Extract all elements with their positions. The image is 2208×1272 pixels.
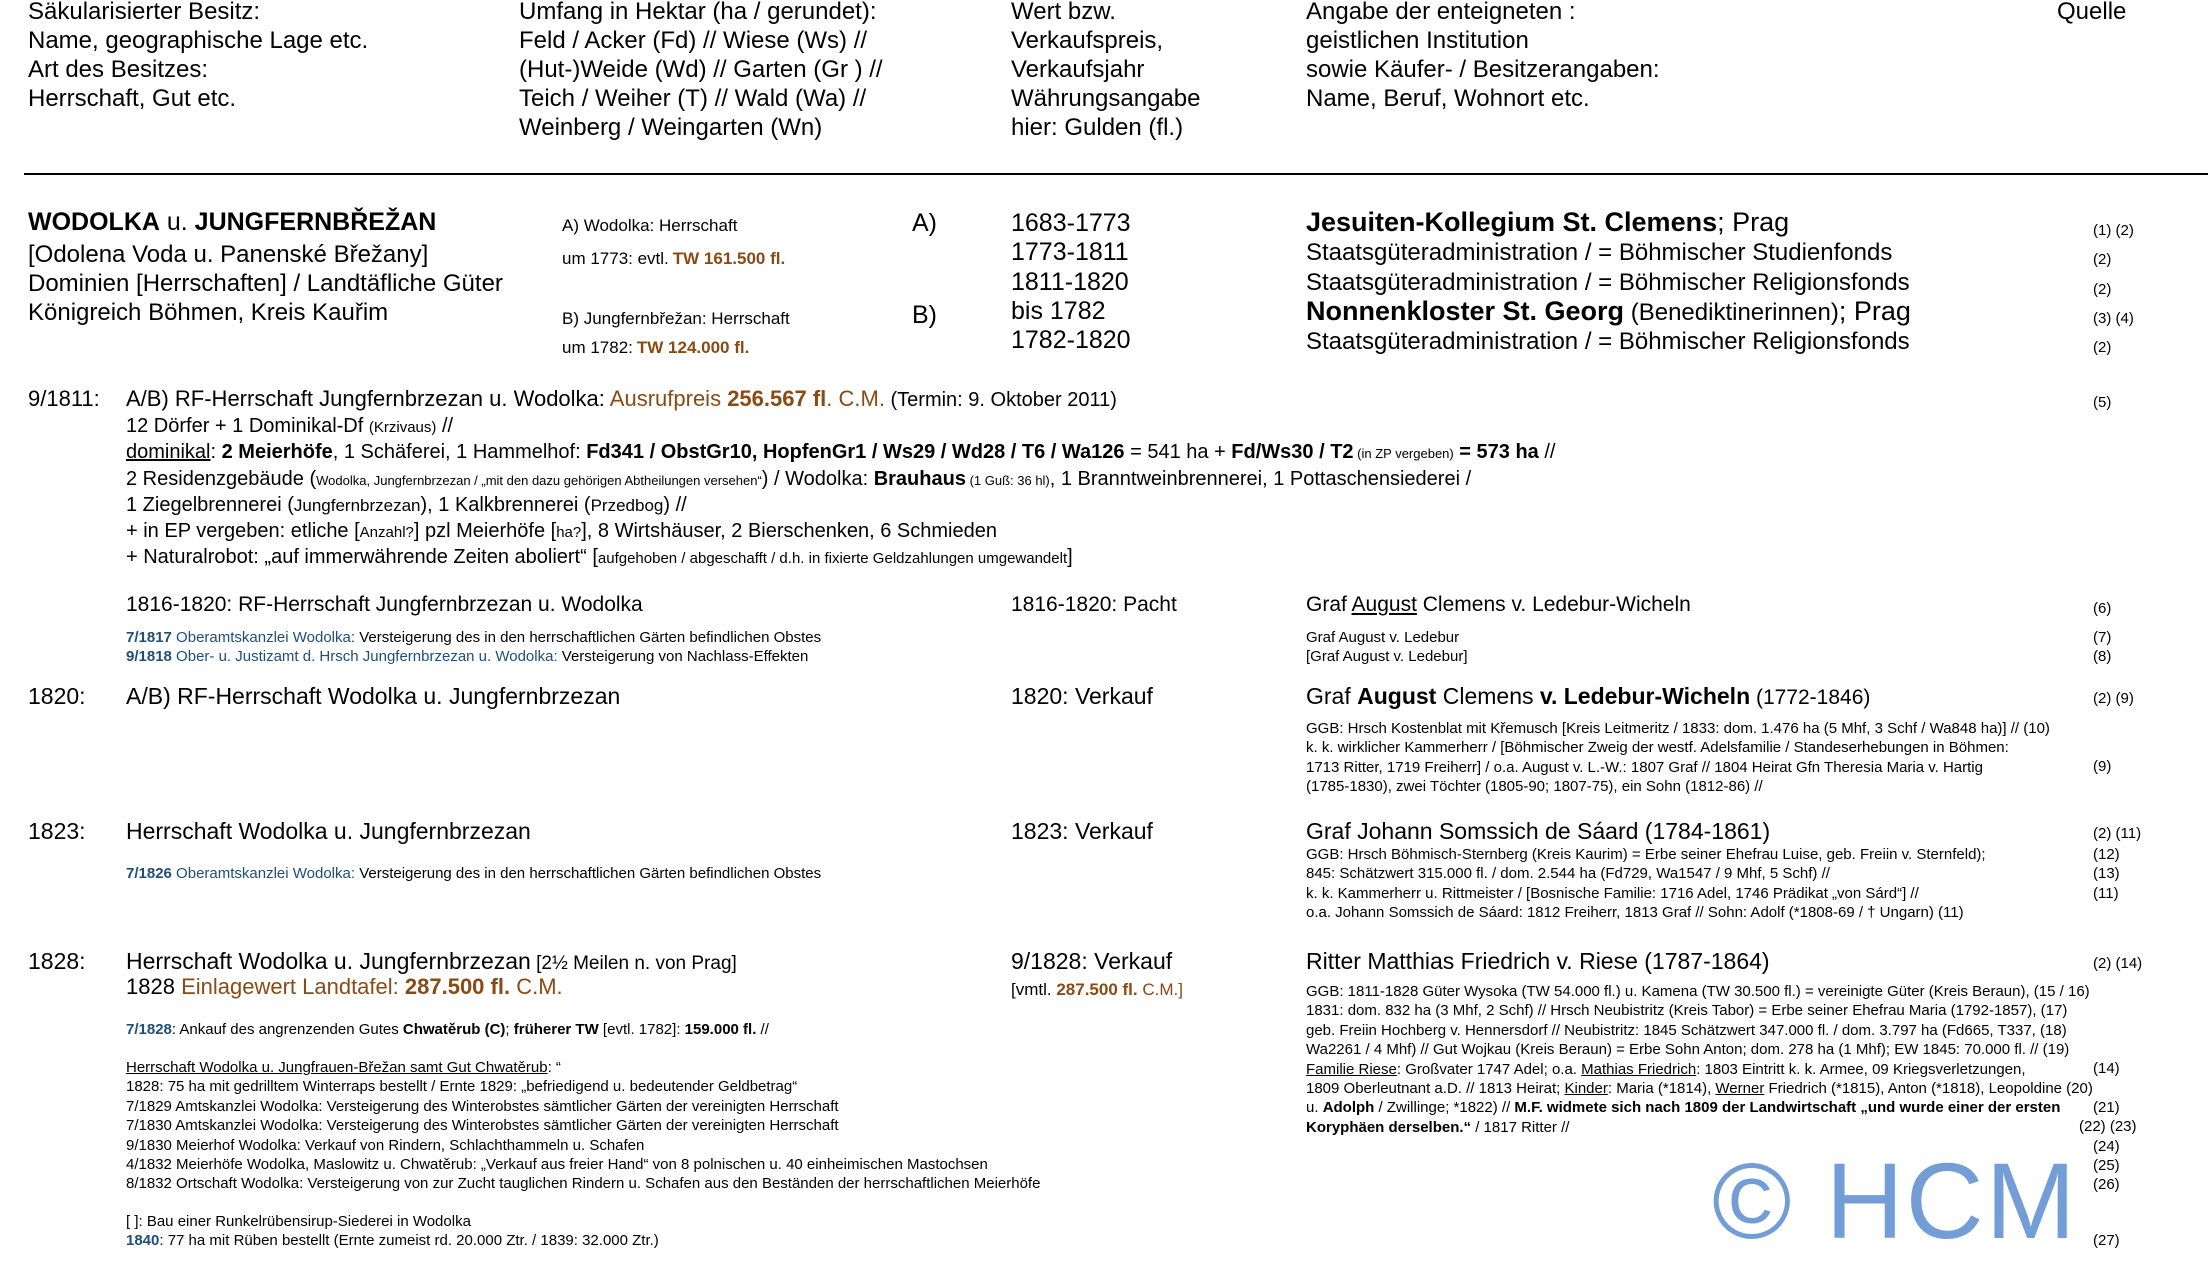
- s1823-value: 1823: Verkauf: [1011, 818, 1153, 844]
- s1820-note-ref: (9): [2093, 758, 2112, 775]
- a-value: TW 161.500 fl.: [672, 249, 786, 268]
- source-ref: (25): [2093, 1157, 2120, 1175]
- sub-item: 9/1830 Meierhof Wodolka: Verkauf von Rindern, Schlachthammeln u. Schafen: [126, 1136, 645, 1154]
- lt-value: 287.500 fl.: [404, 974, 511, 999]
- s1828-owner: Ritter Matthias Friedrich v. Riese (1787-1864): [1306, 948, 1770, 974]
- detail-note: Jungfernbrzezan: [293, 496, 421, 516]
- header-col-source: Quelle: [2057, 0, 2127, 25]
- owner-firstname: August: [1357, 683, 1437, 709]
- entry-owners: [1306, 208, 1911, 356]
- note-line: [1306, 1060, 2093, 1079]
- note-text: früherer TW: [513, 1021, 599, 1038]
- detail-text: = 541 ha +: [1124, 441, 1232, 464]
- note-term: Werner: [1715, 1080, 1765, 1098]
- note-line: Wa2261 / 4 Mhf) // Gut Wojkau (Kreis Beraun) = Erbe Sohn Anton; dom. 278 ha (1 Mhf); EW 1845: 70.000 fl. // (19): [1306, 1041, 2070, 1059]
- detail-text: 2 Meierhöfe: [221, 441, 333, 464]
- header-col-institution: [1306, 0, 1660, 113]
- source-ref: (21): [2093, 1098, 2120, 1116]
- owner-line: Staatsgüteradministration / = Böhmischer Religionsfonds: [1306, 328, 1910, 356]
- header-line: Verkaufspreis,: [1011, 27, 1164, 54]
- detail-text: 1 Ziegelbrennerei (: [126, 494, 294, 517]
- owner-firstname: August: [1351, 593, 1417, 616]
- note-line: (1785-1830), zwei Töchter (1805-90; 1807-75), ein Sohn (1812-86) //: [1306, 778, 1763, 796]
- s1816-note-1: [126, 628, 821, 647]
- note-line: GGB: 1811-1828 Güter Wysoka (TW 54.000 fl.) u. Kamena (TW 30.500 fl.) = vereinigte Güter (Kreis Beraun), (15 / 16): [1306, 983, 2090, 1000]
- price-label: Ausrufpreis: [609, 386, 728, 411]
- detail-robot: [126, 545, 1555, 571]
- s1823-owner: Graf Johann Somssich de Sáard (1784-1861): [1306, 818, 1771, 844]
- source-ref: (22) (23): [2079, 1118, 2137, 1136]
- entry-a-label: A) Wodolka: Herrschaft: [562, 216, 738, 235]
- note-text: : 1803 Eintritt k. k. Armee, 09 Kriegsverletzungen,: [1696, 1060, 2026, 1078]
- s1820-value: 1820: Verkauf: [1011, 683, 1153, 709]
- detail-note: Anzahl?: [359, 523, 414, 541]
- s1820-title: A/B) RF-Herrschaft Wodolka u. Jungfernbrzezan: [126, 683, 621, 709]
- owner-line: Staatsgüteradministration / = Böhmischer Religionsfonds: [1306, 268, 1910, 296]
- s1816-note-2-ref: (8): [2093, 648, 2112, 665]
- source-ref: (24): [2093, 1137, 2120, 1155]
- entry-a-value: [562, 248, 785, 269]
- note-text: : 77 ha mit Rüben bestellt (Ernte zumeist rd. 20.000 Ztr. / 1839: 32.000 Ztr.): [159, 1232, 659, 1249]
- note-text: Versteigerung des in den herrschaftlichen Gärten befindlichen Obstes: [355, 865, 822, 882]
- s1816-title: 1816-1820: RF-Herrschaft Jungfernbrzezan u. Wodolka: [126, 593, 643, 616]
- owner-place: ; Prag: [1838, 295, 1911, 326]
- entry-b-value: [562, 337, 749, 358]
- year-range: 1683-1773: [1011, 209, 1131, 237]
- detail-text: + Naturalrobot: „auf immerwährende Zeiten aboliert“ [: [126, 546, 598, 569]
- detail-text: //: [1538, 441, 1556, 464]
- year-range: 1782-1820: [1011, 326, 1131, 355]
- owner-place: ; Prag: [1717, 207, 1790, 237]
- s1828-year: 1828:: [28, 948, 86, 974]
- entry-line: Königreich Böhmen, Kreis Kauřim: [28, 299, 389, 326]
- owner-line: Staatsgüteradministration / = Böhmischer Studienfonds: [1306, 239, 1893, 267]
- s1816-note-2-owner: [Graf August v. Ledebur]: [1306, 648, 1468, 665]
- s1828-value2: [1011, 979, 1183, 1000]
- detail-note: aufgehoben / abgeschafft / d.h. in fixierte Geldzahlungen umgewandelt: [597, 550, 1068, 568]
- entry-line: [Odolena Voda u. Panenské Břežany]: [28, 241, 429, 268]
- source-ref: (2): [2093, 251, 2112, 269]
- s1828-value: 9/1828: Verkauf: [1011, 948, 1173, 974]
- s1828-1840: [126, 1231, 659, 1250]
- header-col-area: [519, 0, 883, 142]
- owner-text: Graf: [1306, 683, 1358, 709]
- s1811-ref: (5): [2093, 394, 2112, 411]
- owner-order: (Benediktinerinnen): [1624, 298, 1839, 326]
- note-text: Friedrich (*1815), Anton (*1818), Leopoldine (20): [1764, 1080, 2093, 1098]
- note-text: / 1817 Ritter //: [1471, 1118, 1570, 1136]
- entry-line: Dominien [Herrschaften] / Landtäfliche Güter: [28, 270, 503, 297]
- detail-note: (Krzivaus): [368, 419, 437, 436]
- source-ref: (12): [2093, 846, 2120, 863]
- s1820-ref: (2) (9): [2093, 690, 2134, 707]
- s1816-ref: (6): [2093, 600, 2112, 617]
- detail-text: 2 Residenzgebäude (: [126, 467, 317, 490]
- detail-text: 12 Dörfer + 1 Dominikal-Df: [126, 415, 369, 437]
- entry-years: [1011, 209, 1131, 355]
- owner-jesuits: Jesuiten-Kollegium St. Clemens: [1306, 207, 1718, 237]
- s1811-year: 9/1811:: [28, 386, 100, 411]
- note-text: Versteigerung von Nachlass-Effekten: [557, 648, 809, 665]
- header-line: Name, Beruf, Wohnort etc.: [1306, 85, 1590, 112]
- sub-item: 8/1832 Ortschaft Wodolka: Versteigerung von zur Zucht tauglichen Rindern u. Schafen aus den Beständen der herrschaftlichen Meierhöfe: [126, 1175, 1041, 1193]
- s1828-landtafel: [126, 974, 563, 1000]
- note-date: 7/1828: [126, 1021, 172, 1038]
- note-quote: Koryphäen derselben.“: [1306, 1118, 1472, 1136]
- note-term: Mathias Friedrich: [1581, 1060, 1697, 1078]
- note-line: k. k. wirklicher Kammerherr / [Böhmischer Zweig der westf. Adelsfamilie / Standeserhebungen in Böhmen:: [1306, 739, 2009, 757]
- header-line: geistlichen Institution: [1306, 27, 1529, 54]
- detail-text: ], 8 Wirtshäuser, 2 Bierschenken, 6 Schmieden: [581, 519, 997, 542]
- sub-item: 1828: 75 ha mit gedrilltem Winterraps bestellt / Ernte 1829: „befriedigend u. bedeutender Geldbetrag“: [126, 1078, 798, 1096]
- note-estate: Chwatěrub: [402, 1021, 481, 1038]
- year-range: 1773-1811: [1011, 238, 1129, 267]
- s1823-note-refs: [2093, 845, 2120, 903]
- detail-buildings: [126, 467, 1555, 493]
- s1823-notes: [1306, 845, 1986, 923]
- source-ref: (26): [2093, 1176, 2120, 1194]
- detail-ep: [126, 519, 1555, 545]
- entry-subtitles: [28, 240, 503, 327]
- detail-text: ]: [1067, 546, 1073, 569]
- detail-term: dominikal: [126, 441, 211, 464]
- detail-text: ] pzl Meierhöfe [: [413, 519, 557, 542]
- year-range: bis 1782: [1011, 296, 1106, 325]
- header-line: Wert bzw.: [1011, 0, 1116, 25]
- s1823-year: 1823:: [28, 818, 86, 844]
- entry-refs: [2093, 216, 2134, 362]
- detail-text: + in EP vergeben: etliche [: [126, 519, 360, 542]
- detail-area: Fd341 / ObstGr10, HopfenGr1 / Ws29 / Wd28 / T6 / Wa126: [586, 441, 1125, 464]
- detail-note: (1 Guß: 36 hl): [965, 472, 1050, 488]
- price-currency: . C.M.: [826, 386, 885, 411]
- sub-tail: : “: [547, 1059, 561, 1076]
- note-text: (C): [480, 1021, 506, 1038]
- owner-dates: (1772-1846): [1750, 686, 1871, 709]
- s1820-year: 1820:: [28, 683, 86, 709]
- detail-note: (in ZP vergeben): [1353, 446, 1454, 462]
- owner-line: [1306, 297, 1911, 327]
- note-text: u.: [1306, 1099, 1323, 1117]
- detail-note: Wodolka, Jungfernbrzezan / „mit den dazu gehörigen Abtheilungen versehen“: [316, 472, 762, 488]
- source-ref: (11): [2093, 884, 2119, 902]
- note-value: 159.000 fl.: [684, 1021, 757, 1038]
- note-place: Oberamtskanzlei Wodolka:: [171, 629, 356, 646]
- source-ref: [2093, 1078, 2137, 1097]
- s1823-title: Herrschaft Wodolka u. Jungfernbrzezan: [126, 818, 531, 844]
- detail-dominical: [126, 440, 1555, 466]
- mark-b: B): [912, 301, 937, 329]
- note-text: : Ankauf des angrenzenden Gutes: [171, 1021, 403, 1038]
- s1820-notes: [1306, 719, 2050, 797]
- entry-b-label: B) Jungfernbřežan: Herrschaft: [562, 309, 790, 328]
- source-ref: (2): [2093, 280, 2112, 298]
- note-line: o.a. Johann Somssich de Sáard: 1812 Freiherr, 1813 Graf // Sohn: Adolf (*1808-69 / † Ungarn) (11): [1306, 904, 1964, 922]
- s1816-note-1-ref: (7): [2093, 629, 2112, 646]
- s1828-location: [2½ Meilen n. von Prag]: [530, 953, 737, 974]
- sub-heading: [126, 1058, 1040, 1077]
- s1823-note-1: [126, 864, 821, 883]
- s1828-1840-ref: (27): [2093, 1232, 2120, 1249]
- note-term: Kinder: [1564, 1080, 1608, 1098]
- detail-villages: [126, 414, 1555, 440]
- detail-text: :: [210, 441, 222, 464]
- header-col-value: [1011, 0, 1200, 142]
- header-line: Währungsangabe: [1011, 85, 1201, 112]
- s1816-owner: [1306, 593, 1691, 617]
- entry-title: [28, 208, 436, 237]
- note-line: 1713 Ritter, 1719 Freiherr] / o.a. August v. L.-W.: 1807 Graf // 1804 Heirat Gfn Theresia Maria v. Hartig: [1306, 758, 1983, 776]
- note-text: ;: [505, 1021, 514, 1038]
- note-text: [evtl. 1782]:: [598, 1021, 685, 1038]
- copyright-watermark: © HCM: [1712, 1140, 2078, 1261]
- s1828-sub: [126, 1058, 1040, 1194]
- detail-note: ha?: [556, 523, 582, 541]
- note-text: / Zwillinge; *1822) //: [1374, 1099, 1515, 1117]
- owner-text: Clemens: [1436, 683, 1540, 709]
- source-ref: (14): [2093, 1060, 2120, 1077]
- year-range: 1811-1820: [1011, 267, 1129, 296]
- title-wodolka: WODOLKA: [28, 208, 160, 236]
- detail-text: //: [436, 415, 454, 437]
- header-line: Weinberg / Weingarten (Wn): [519, 114, 823, 141]
- note-text: 1809 Oberleutnant a.D. // 1813 Heirat;: [1306, 1080, 1565, 1098]
- b-value-prefix: um 1782:: [562, 338, 633, 357]
- sub-item: 7/1830 Amtskanzlei Wodolka: Versteigerung des Winterobstes sämtlicher Gärten der vereinigten Herrschaft: [126, 1117, 839, 1135]
- note-text: Versteigerung des in den herrschaftlichen Gärten befindlichen Obstes: [355, 629, 822, 646]
- value2-prefix: [vmtl.: [1011, 980, 1057, 999]
- owner-nunnery: Nonnenkloster St. Georg: [1306, 295, 1625, 326]
- header-line: (Hut-)Weide (Wd) // Garten (Gr ) //: [519, 56, 883, 83]
- title-conj: u.: [159, 208, 195, 236]
- lt-label: Einlagewert Landtafel:: [181, 974, 405, 999]
- note-line: GGB: Hrsch Kostenblat mit Křemusch [Kreis Leitmeritz / 1833: dom. 1.476 ha (5 Mhf, 3 Schf / Wa848 ha)] // (10): [1306, 720, 2050, 737]
- value2-currency: C.M.]: [1137, 980, 1183, 999]
- sub-item: 4/1832 Meierhöfe Wodolka, Maslowitz u. Chwatěrub: „Verkauf aus freier Hand“ von 8 polnischen u. 40 einheimischen Mastochsen: [126, 1156, 988, 1174]
- note-date: 1840: [126, 1232, 160, 1249]
- s1811-title-text: A/B) RF-Herrschaft Jungfernbrzezan u. Wodolka:: [126, 386, 610, 411]
- s1828-ref: (2) (14): [2093, 955, 2143, 972]
- detail-text: , 1 Branntweinbrennerei, 1 Pottaschensiederei /: [1049, 467, 1472, 490]
- note-name: Adolph: [1322, 1099, 1375, 1117]
- header-line: hier: Gulden (fl.): [1011, 114, 1184, 141]
- note-line: GGB: Hrsch Böhmisch-Sternberg (Kreis Kaurim) = Erbe seiner Ehefrau Luise, geb. Freiin v. Sternfeld);: [1306, 846, 1986, 863]
- note-text: : Maria (*1814),: [1607, 1080, 1716, 1098]
- s1828-note-refs: [2079, 1059, 2137, 1195]
- note-line: 1831: dom. 832 ha (3 Mhf, 2 Schf) // Hrsch Neubistritz (Kreis Tabor) = Erbe seiner Ehefrau Maria (1792-1857), (17): [1306, 1002, 2068, 1020]
- note-date: 7/1817: [126, 629, 172, 646]
- s1816-note-1-owner: Graf August v. Ledebur: [1306, 629, 1460, 646]
- header-divider: [24, 173, 2208, 175]
- price-value: 256.567 fl: [727, 386, 827, 411]
- note-place: Oberamtskanzlei Wodolka:: [171, 865, 356, 882]
- s1820-owner: [1306, 683, 1870, 710]
- s1816-value: 1816-1820: Pacht: [1011, 593, 1177, 616]
- owner-line: [1306, 208, 1911, 238]
- lt-currency: C.M.: [510, 974, 563, 999]
- header-line: Angabe der enteigneten :: [1306, 0, 1576, 25]
- s1816-note-2: [126, 647, 808, 666]
- detail-text: Brauhaus: [873, 467, 966, 490]
- header-line: Name, geographische Lage etc.: [28, 27, 369, 54]
- header-line: Teich / Weiher (T) // Wald (Wa) //: [519, 85, 867, 112]
- header-line: Säkularisierter Besitz:: [28, 0, 261, 25]
- auction-date: (Termin: 9. Oktober 2011): [884, 389, 1117, 411]
- note-line: [1306, 1079, 2093, 1098]
- header-line: Herrschaft, Gut etc.: [28, 85, 237, 112]
- s1828-note-1: [126, 1020, 769, 1039]
- detail-text: ) / Wodolka:: [761, 467, 874, 490]
- s1828-notes: [1306, 982, 2093, 1137]
- note-date: 9/1818: [126, 648, 172, 665]
- note-quote: M.F. widmete sich nach 1809 der Landwirtschaft „und wurde einer der ersten: [1514, 1099, 2061, 1117]
- owner-family: v. Ledebur-Wicheln: [1539, 683, 1751, 709]
- header-line: Verkaufsjahr: [1011, 56, 1145, 83]
- detail-area: Fd/Ws30 / T2: [1231, 441, 1354, 464]
- s1828-bracket: [ ]: Bau einer Runkelrübensirup-Siederei in Wodolka: [126, 1213, 471, 1230]
- value2: 287.500 fl.: [1056, 980, 1138, 999]
- source-ref: (13): [2093, 865, 2120, 883]
- note-text: : Großvater 1747 Adel; o.a.: [1396, 1060, 1582, 1078]
- note-line: 845: Schätzwert 315.000 fl. / dom. 2.544 ha (Fd729, Wa1547 / 9 Mhf, 5 Schf) //: [1306, 865, 1830, 883]
- source-ref: (2): [2093, 339, 2112, 357]
- s1811-title: [126, 386, 1117, 412]
- sub-item: 7/1829 Amtskanzlei Wodolka: Versteigerung des Winterobstes sämtlicher Gärten der vereinigten Herrschaft: [126, 1097, 839, 1115]
- title-jungfernbrezan: JUNGFERNBŘEŽAN: [194, 208, 437, 236]
- header-line: Art des Besitzes:: [28, 56, 209, 83]
- owner-text: Clemens v. Ledebur-Wicheln: [1416, 593, 1691, 616]
- note-text: //: [756, 1021, 769, 1038]
- note-line: [1306, 1118, 2093, 1137]
- s1823-ref: (2) (11): [2093, 825, 2142, 842]
- lt-year: 1828: [126, 974, 182, 999]
- header-col-property: [28, 0, 368, 113]
- note-line: k. k. Kammerherr u. Rittmeister / [Bosnische Familie: 1716 Adel, 1746 Prädikat „von Sárd“] //: [1306, 884, 1919, 902]
- source-ref: (1) (2): [2093, 222, 2134, 239]
- detail-total: = 573 ha: [1453, 441, 1539, 464]
- header-line: sowie Käufer- / Besitzerangaben:: [1306, 56, 1660, 83]
- s1828-title-text: Herrschaft Wodolka u. Jungfernbrzezan: [126, 948, 531, 974]
- mark-a: A): [912, 209, 937, 237]
- detail-kilns: [126, 493, 1555, 518]
- owner-text: Graf: [1306, 593, 1352, 616]
- note-term: Familie Riese: [1306, 1060, 1397, 1078]
- header-line: Umfang in Hektar (ha / gerundet):: [519, 0, 877, 25]
- sub-title: Herrschaft Wodolka u. Jungfrauen-Břežan samt Gut Chwatěrub: [126, 1059, 548, 1076]
- s1828-title: [126, 948, 737, 975]
- detail-note: Przedbog: [590, 496, 664, 516]
- detail-text: ), 1 Kalkbrennerei (: [420, 494, 591, 517]
- b-value: TW 124.000 fl.: [636, 338, 750, 357]
- detail-text: , 1 Schäferei, 1 Hammelhof:: [332, 441, 587, 464]
- header-line: Feld / Acker (Fd) // Wiese (Ws) //: [519, 27, 868, 54]
- a-value-prefix: um 1773: evtl.: [562, 249, 669, 268]
- note-date: 7/1826: [126, 865, 172, 882]
- source-ref: (3) (4): [2093, 309, 2134, 327]
- note-line: geb. Freiin Hochberg v. Hennersdorf // Neubistritz: 1845 Schätzwert 347.000 fl. / dom. 3.797 ha (Fd665, T337, (18): [1306, 1021, 2067, 1039]
- note-place: Ober- u. Justizamt d. Hrsch Jungfernbrzezan u. Wodolka:: [171, 648, 558, 665]
- detail-text: ) //: [663, 494, 687, 517]
- s1811-details: [126, 414, 1555, 571]
- note-line: [1306, 1098, 2093, 1117]
